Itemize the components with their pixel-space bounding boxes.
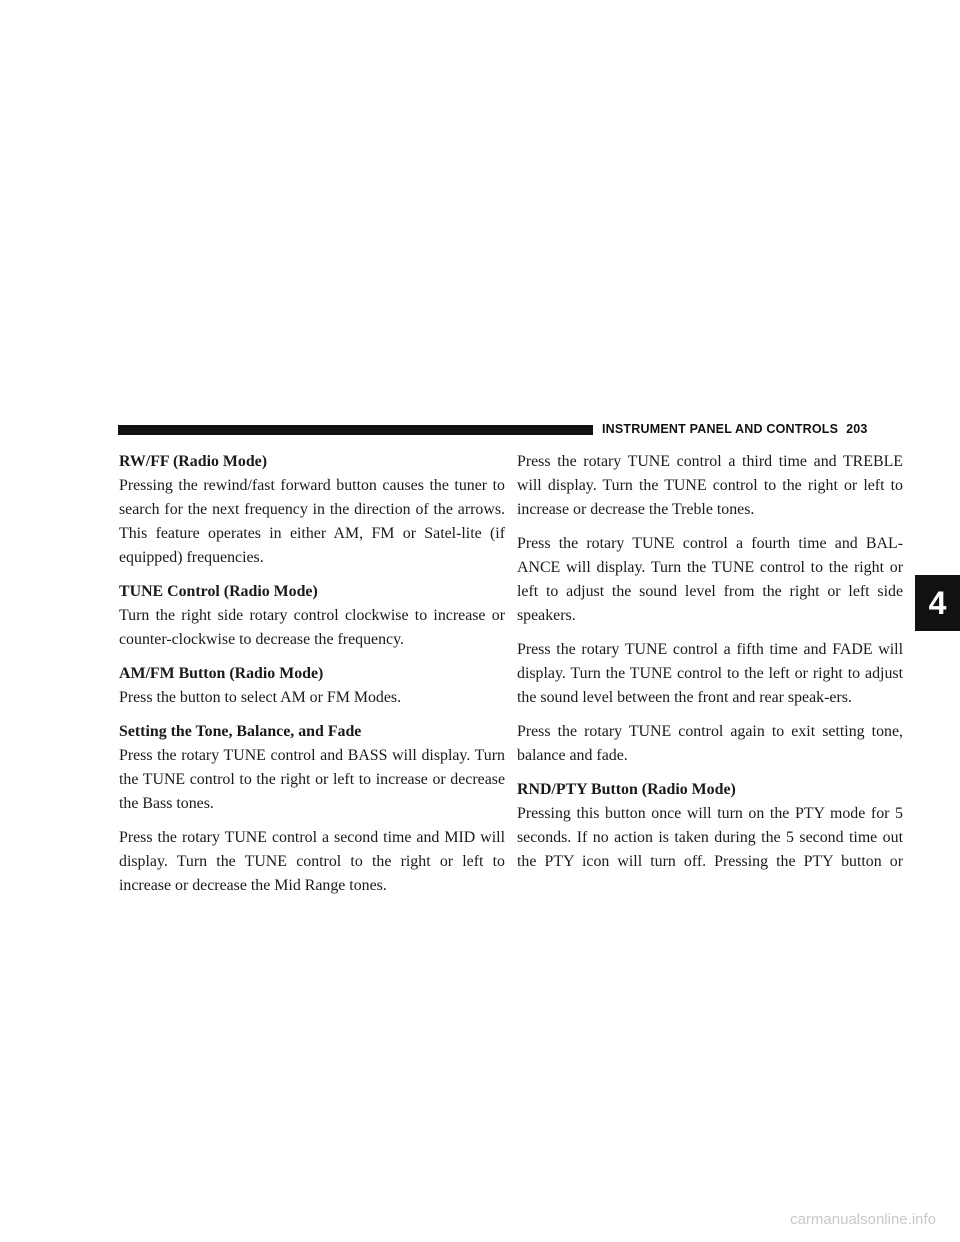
right-column — [517, 450, 903, 884]
section-heading: RW/FF (Radio Mode) — [119, 453, 268, 470]
section-heading: RND/PTY Button (Radio Mode) — [517, 781, 736, 798]
paragraph: Press the rotary TUNE control a fourth time and BAL-ANCE will display. Turn the TUNE control to the right or left to adjust the sound level from the right or left side speakers. — [517, 535, 903, 624]
section-heading: TUNE Control (Radio Mode) — [119, 583, 318, 600]
paragraph: Press the rotary TUNE control a fifth time and FADE will display. Turn the TUNE control to the left or right to adjust the sound level between the front and rear speak-ers. — [517, 641, 903, 706]
section-title: INSTRUMENT PANEL AND CONTROLS — [602, 422, 839, 436]
paragraph: Press the rotary TUNE control and BASS will display. Turn the TUNE control to the right or left to increase or decrease the Bass tones. — [119, 747, 505, 812]
section-rw-ff — [119, 450, 505, 570]
paragraph: Pressing this button once will turn on the PTY mode for 5 seconds. If no action is taken during the 5 second time out the PTY icon will turn off. Pressing the PTY button or — [517, 805, 903, 870]
paragraph: Press the rotary TUNE control again to exit setting tone, balance and fade. — [517, 723, 903, 764]
running-header — [602, 422, 868, 436]
watermark: carmanualsonline.info — [790, 1211, 936, 1228]
page-number: 203 — [846, 422, 868, 436]
section-rnd-pty-button — [517, 778, 903, 874]
paragraph: Press the rotary TUNE control a third time and TREBLE will display. Turn the TUNE control to the right or left to increase or decrease the Treble tones. — [517, 453, 903, 518]
section-heading: Setting the Tone, Balance, and Fade — [119, 723, 362, 740]
section-tone-balance-fade — [119, 720, 505, 898]
section-heading: AM/FM Button (Radio Mode) — [119, 665, 324, 682]
paragraph: Press the button to select AM or FM Modes. — [119, 689, 402, 706]
paragraph: Pressing the rewind/fast forward button causes the tuner to search for the next frequency in the direction of the arrows. This feature operates in either AM, FM or Satel-lite (if equipped) frequencies. — [119, 477, 505, 566]
header-rule — [118, 425, 593, 435]
paragraph: Turn the right side rotary control clockwise to increase or counter-clockwise to decrease the frequency. — [119, 607, 505, 648]
paragraph: Press the rotary TUNE control a second time and MID will display. Turn the TUNE control to the right or left to increase or decrease the Mid Range tones. — [119, 829, 505, 894]
left-column — [119, 450, 505, 908]
section-am-fm-button — [119, 662, 505, 710]
section-tune-control — [119, 580, 505, 652]
chapter-tab: 4 — [915, 575, 960, 631]
